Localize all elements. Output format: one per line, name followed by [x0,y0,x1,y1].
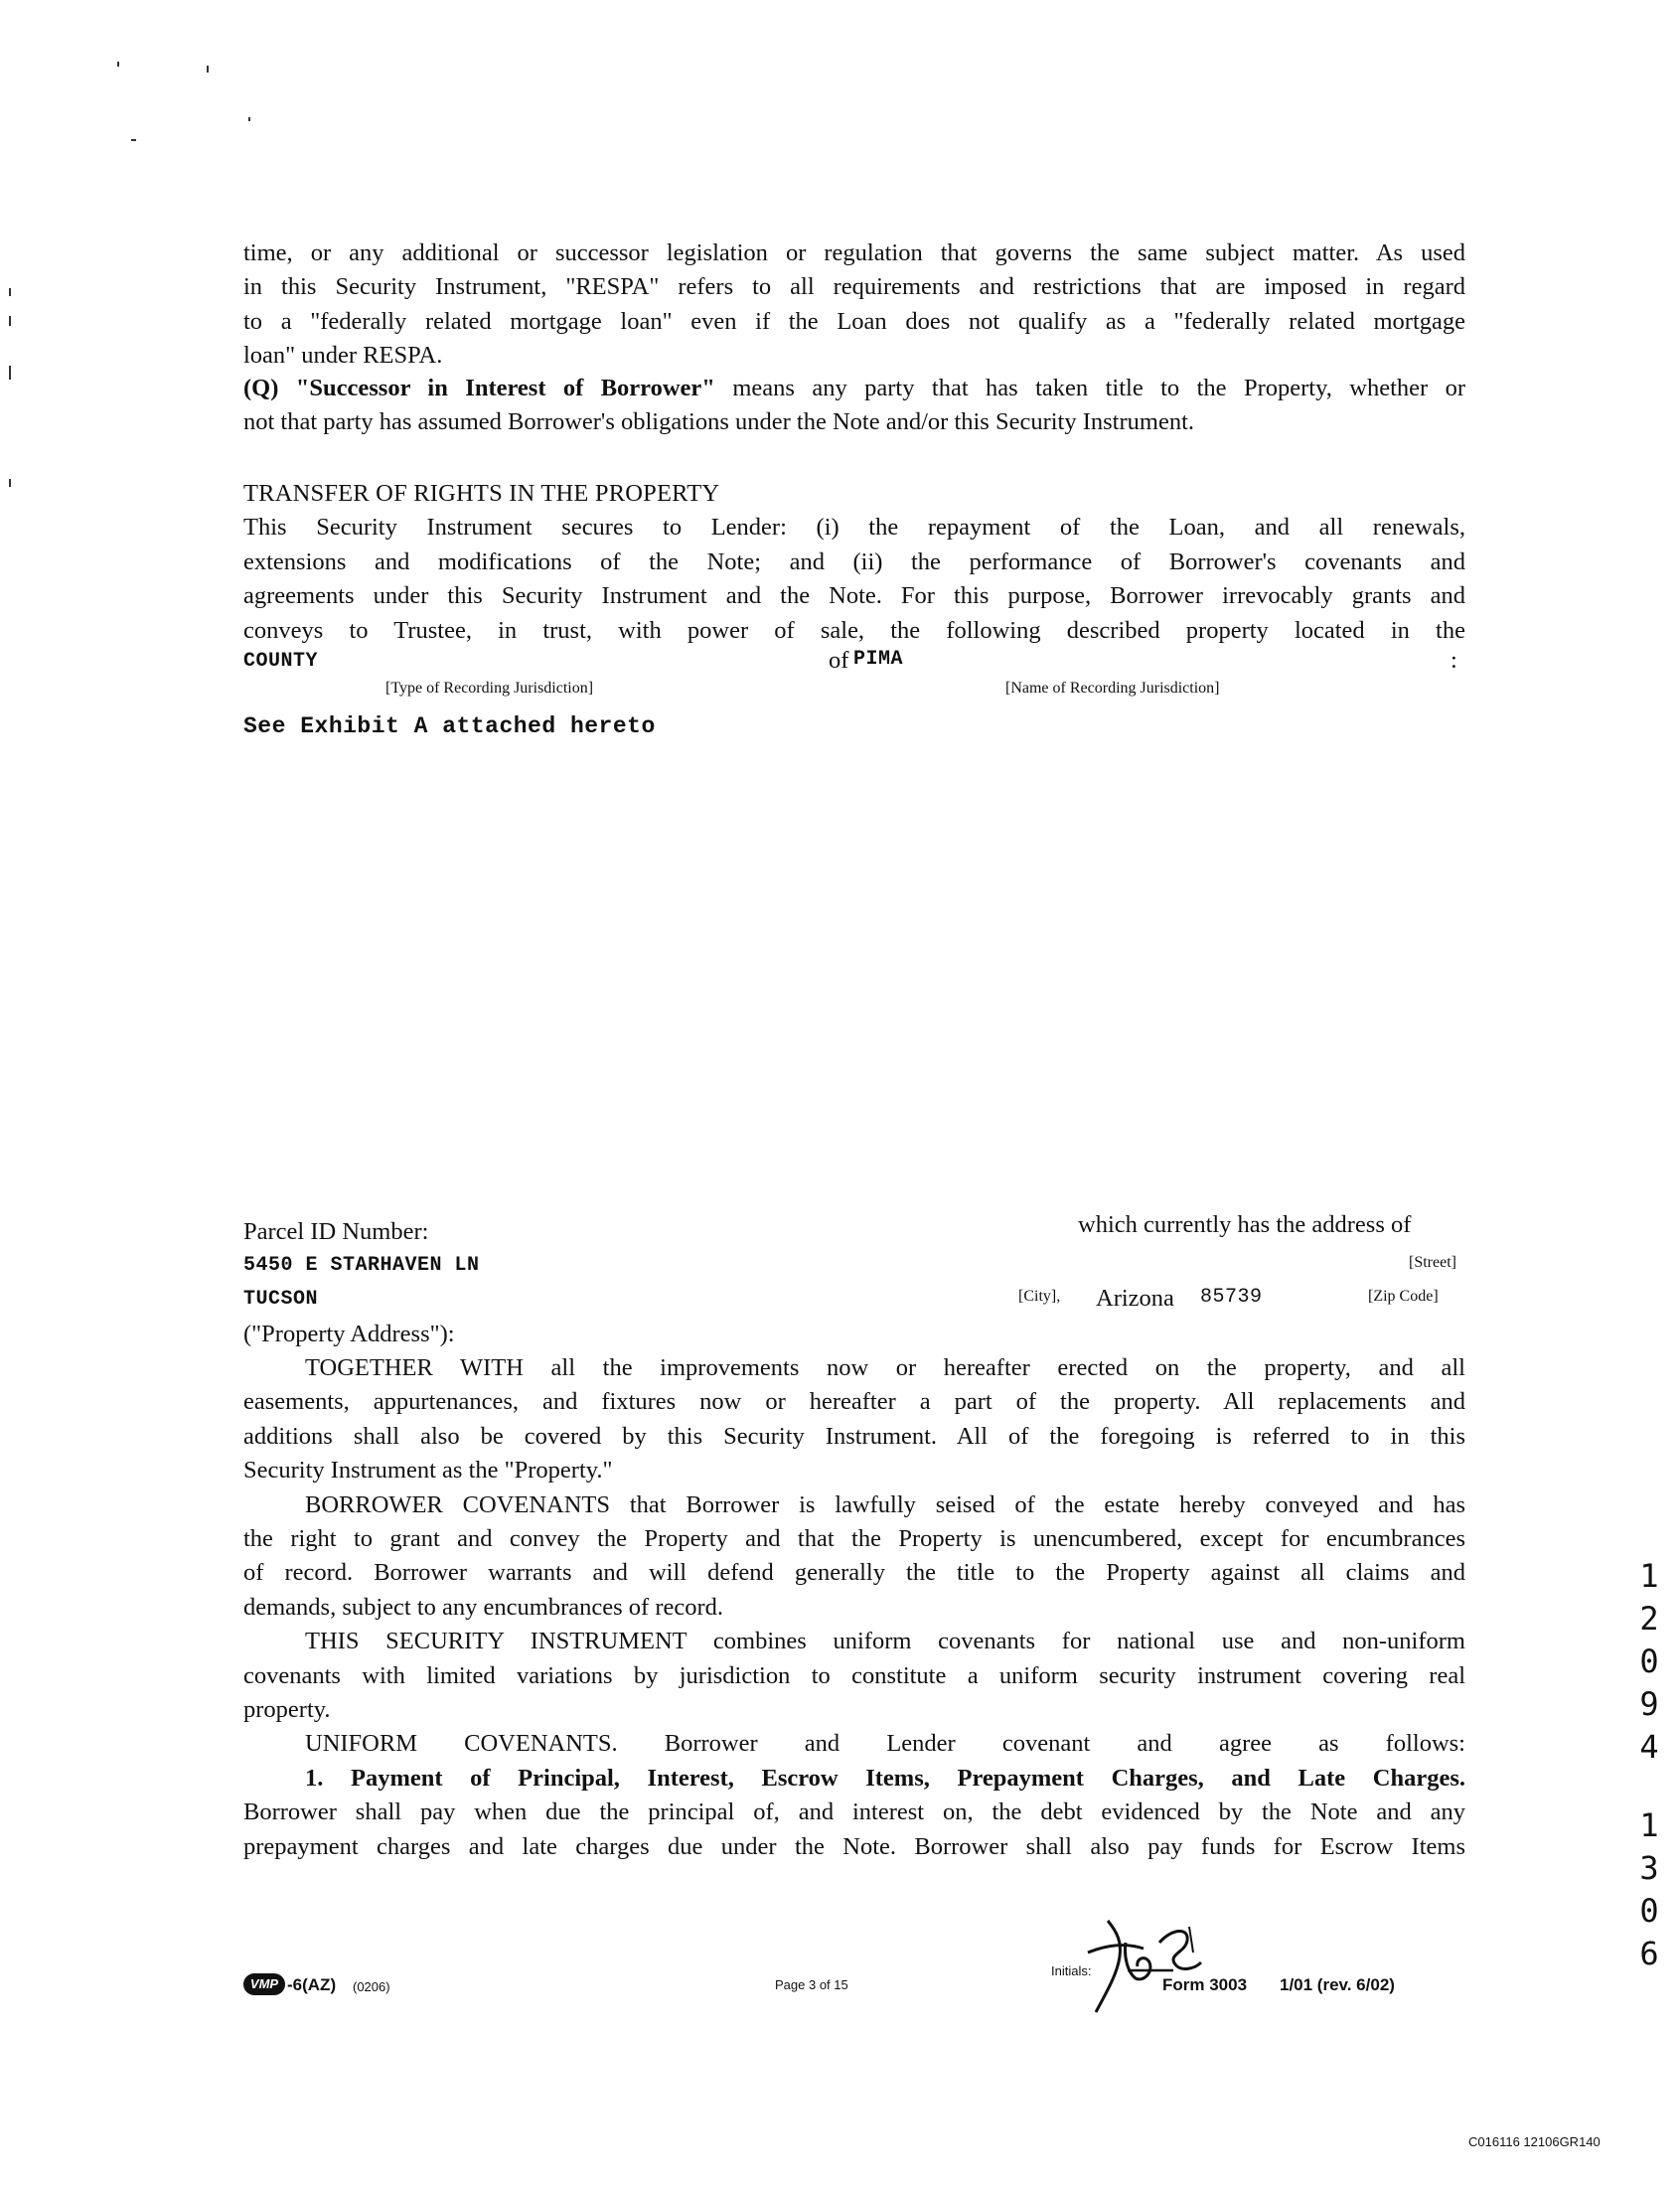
city-value: TUCSON [243,1288,319,1311]
section1-line: prepayment charges and late charges due under the Note. Borrower shall also pay funds for Escrow Items [243,1832,1465,1860]
stamp-digit: 1 [1639,1806,1659,1844]
jurisdiction-name-caption: [Name of Recording Jurisdiction] [1005,680,1220,697]
street-value: 5450 E STARHAVEN LN [243,1254,480,1277]
stamp-gap [1629,1769,1669,1804]
jurisdiction-of-label: of [829,647,849,674]
scan-speck [9,288,11,296]
together-line: easements, appurtenances, and fixtures now or hereafter a part of the property. All replacements and [243,1388,1465,1416]
respa-paragraph [243,236,1465,374]
definition-q-label: (Q) "Successor in Interest of Borrower" [243,375,715,401]
zip-caption: [Zip Code] [1368,1288,1439,1305]
document-id: C016116 12106GR140 [1468,2134,1601,2149]
transfer-line: extensions and modifications of the Note; and (ii) the performance of Borrower's covenants and [243,548,1465,575]
security-instrument-line: property. [243,1696,331,1724]
scan-speck [117,62,119,67]
definition-q-line: not that party has assumed Borrower's obligations under the Note and/or this Security Instrument. [243,408,1195,436]
definition-q-line [243,372,1465,405]
street-caption: [Street] [1409,1254,1456,1271]
form-code: -6(AZ) [287,1975,337,1994]
transfer-line: conveys to Trustee, in trust, with power of sale, the following described property located in the [243,616,1465,644]
together-line: additions shall also be covered by this Security Instrument. All of the foregoing is referred to in this [243,1422,1465,1450]
uniform-covenants-line: UNIFORM COVENANTS. Borrower and Lender covenant and agree as follows: [305,1730,1465,1758]
transfer-section [243,477,1465,648]
zip-value: 85739 [1200,1286,1263,1309]
stamp-digit: 0 [1639,1892,1659,1930]
security-instrument-line: THIS SECURITY INSTRUMENT combines uniform covenants for national use and non-uniform [305,1628,1465,1655]
form-code-date: (0206) [353,1979,390,1994]
initials-signature [1078,1913,1217,2022]
definition-q [243,372,1465,440]
property-address-label: ("Property Address"): [243,1321,455,1347]
respa-line: in this Security Instrument, "RESPA" refers to all requirements and restrictions that are imposed in regard [243,273,1465,301]
scan-speck [248,117,250,121]
scan-speck [9,316,11,326]
address-intro: which currently has the address of [1078,1211,1412,1238]
stamp-digit: 4 [1639,1728,1659,1766]
scan-speck [131,139,136,141]
borrower-covenants-line: demands, subject to any encumbrances of record. [243,1593,724,1621]
borrower-covenants-line: BORROWER COVENANTS that Borrower is lawfully seised of the estate hereby conveyed and has [305,1490,1465,1518]
jurisdiction-type-caption: [Type of Recording Jurisdiction] [385,680,594,697]
stamp-digit: 1 [1639,1557,1659,1595]
section-heading: TRANSFER OF RIGHTS IN THE PROPERTY [243,480,720,507]
vmp-logo: VMP [243,1973,285,1995]
city-caption: [City], [1018,1288,1061,1305]
respa-line: to a "federally related mortgage loan" even if the Loan does not qualify as a "federally related mortgage [243,307,1465,335]
stamp-digit: 2 [1639,1600,1659,1638]
scan-speck [9,366,11,380]
section1-title: 1. Payment of Principal, Interest, Escrow Items, Prepayment Charges, and Late Charges. [305,1764,1465,1792]
state-value: Arizona [1096,1285,1174,1312]
jurisdiction-name-value: PIMA [853,648,904,671]
borrower-covenants-line: the right to grant and convey the Property and that the Property is unencumbered, except for encumbrances [243,1525,1465,1553]
stamp-digit: 3 [1639,1849,1659,1887]
body-paragraphs [243,1351,1465,1864]
form-number: Form 3003 [1162,1975,1248,1994]
transfer-line: This Security Instrument secures to Lender: (i) the repayment of the Loan, and all renewals, [243,514,1465,542]
transfer-line: agreements under this Security Instrument and the Note. For this purpose, Borrower irrevocably grants and [243,582,1465,610]
together-line: Security Instrument as the "Property." [243,1457,613,1485]
respa-line: time, or any additional or successor legislation or regulation that governs the same subject matter. As used [243,239,1465,266]
definition-q-text: means any party that has taken title to the Property, whether or [714,375,1465,401]
form-version: 1/01 (rev. 6/02) [1280,1975,1395,1994]
parcel-id-label: Parcel ID Number: [243,1218,429,1245]
scan-speck [207,66,209,73]
initials-label: Initials: [1051,1963,1092,1978]
scan-speck [9,479,11,487]
security-instrument-line: covenants with limited variations by jurisdiction to constitute a uniform security instrument covering real [243,1661,1465,1689]
respa-line: loan" under RESPA. [243,342,443,370]
together-line: TOGETHER WITH all the improvements now or hereafter erected on the property, and all [305,1354,1465,1381]
stamp-digit: 6 [1639,1935,1659,1972]
section1-line: Borrower shall pay when due the principal of, and interest on, the debt evidenced by the Note and any [243,1799,1465,1826]
stamp-digit: 9 [1639,1685,1659,1723]
jurisdiction-terminator: : [1451,647,1457,674]
stamp-digit: 0 [1639,1642,1659,1680]
borrower-covenants-line: of record. Borrower warrants and will defend generally the title to the Property against all claims and [243,1559,1465,1587]
jurisdiction-type-value: COUNTY [243,650,319,673]
page-number: Page 3 of 15 [775,1977,848,1992]
exhibit-note: See Exhibit A attached hereto [243,713,656,739]
margin-stamp [1629,1555,1669,1975]
